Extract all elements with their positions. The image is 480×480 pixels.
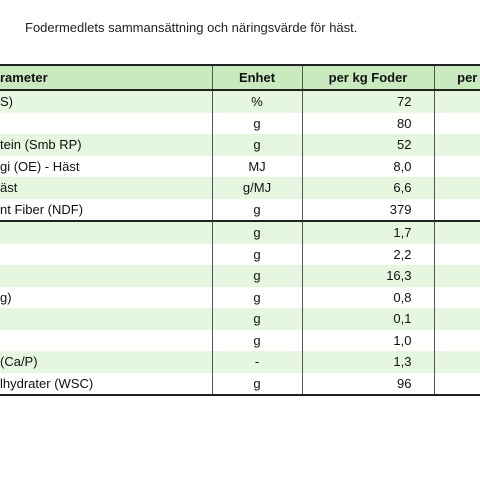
value-per-cell bbox=[434, 221, 480, 244]
unit-cell: - bbox=[212, 351, 302, 373]
table-row bbox=[0, 199, 480, 222]
value-per-cell bbox=[434, 244, 480, 266]
table-header-row bbox=[0, 65, 480, 90]
parameter-cell bbox=[0, 244, 212, 266]
parameter-cell bbox=[0, 330, 212, 352]
value-per-kg-cell: 0,1 bbox=[302, 308, 434, 330]
parameter-cell: g) bbox=[0, 287, 212, 309]
table-row bbox=[0, 308, 480, 330]
parameter-cell: nt Fiber (NDF) bbox=[0, 199, 212, 222]
value-per-cell bbox=[434, 330, 480, 352]
value-per-cell bbox=[434, 308, 480, 330]
unit-cell: g bbox=[212, 265, 302, 287]
unit-cell: g bbox=[212, 199, 302, 222]
parameter-cell bbox=[0, 308, 212, 330]
table-row bbox=[0, 90, 480, 113]
value-per-kg-cell: 1,7 bbox=[302, 221, 434, 244]
unit-cell: g bbox=[212, 244, 302, 266]
unit-cell: g bbox=[212, 221, 302, 244]
value-per-kg-cell: 6,6 bbox=[302, 177, 434, 199]
header-per: per bbox=[434, 65, 480, 90]
value-per-kg-cell: 96 bbox=[302, 373, 434, 396]
value-per-cell bbox=[434, 373, 480, 396]
unit-cell: % bbox=[212, 90, 302, 113]
table-row bbox=[0, 373, 480, 396]
parameter-cell: (Ca/P) bbox=[0, 351, 212, 373]
value-per-kg-cell: 0,8 bbox=[302, 287, 434, 309]
value-per-kg-cell: 52 bbox=[302, 134, 434, 156]
value-per-cell bbox=[434, 265, 480, 287]
value-per-cell bbox=[434, 287, 480, 309]
header-per-kg-feed: per kg Foder bbox=[302, 65, 434, 90]
table-row bbox=[0, 265, 480, 287]
parameter-cell bbox=[0, 265, 212, 287]
value-per-cell bbox=[434, 134, 480, 156]
unit-cell: g bbox=[212, 113, 302, 135]
value-per-kg-cell: 80 bbox=[302, 113, 434, 135]
document-title: Fodermedlets sammansättning och näringsvärde för häst. bbox=[25, 20, 358, 35]
header-unit: Enhet bbox=[212, 65, 302, 90]
value-per-kg-cell: 16,3 bbox=[302, 265, 434, 287]
value-per-cell bbox=[434, 351, 480, 373]
table-row bbox=[0, 330, 480, 352]
parameter-cell: gi (OE) - Häst bbox=[0, 156, 212, 178]
table-row bbox=[0, 221, 480, 244]
parameter-cell: S) bbox=[0, 90, 212, 113]
table-row bbox=[0, 134, 480, 156]
nutrition-table-container bbox=[0, 64, 480, 420]
value-per-kg-cell: 1,0 bbox=[302, 330, 434, 352]
value-per-kg-cell: 72 bbox=[302, 90, 434, 113]
parameter-cell bbox=[0, 113, 212, 135]
parameter-cell: äst bbox=[0, 177, 212, 199]
table-row bbox=[0, 177, 480, 199]
value-per-cell bbox=[434, 177, 480, 199]
value-per-kg-cell: 2,2 bbox=[302, 244, 434, 266]
table-row bbox=[0, 287, 480, 309]
value-per-kg-cell: 1,3 bbox=[302, 351, 434, 373]
value-per-kg-cell: 379 bbox=[302, 199, 434, 222]
parameter-cell: tein (Smb RP) bbox=[0, 134, 212, 156]
value-per-cell bbox=[434, 90, 480, 113]
value-per-cell bbox=[434, 199, 480, 222]
nutrition-table bbox=[0, 64, 480, 396]
table-row bbox=[0, 244, 480, 266]
value-per-kg-cell: 8,0 bbox=[302, 156, 434, 178]
table-body bbox=[0, 90, 480, 395]
unit-cell: g bbox=[212, 287, 302, 309]
parameter-cell: lhydrater (WSC) bbox=[0, 373, 212, 396]
unit-cell: g bbox=[212, 308, 302, 330]
unit-cell: g bbox=[212, 134, 302, 156]
value-per-cell bbox=[434, 113, 480, 135]
table-row bbox=[0, 156, 480, 178]
parameter-cell bbox=[0, 221, 212, 244]
unit-cell: g/MJ bbox=[212, 177, 302, 199]
header-parameter: rameter bbox=[0, 65, 212, 90]
table-row bbox=[0, 351, 480, 373]
unit-cell: g bbox=[212, 373, 302, 396]
value-per-cell bbox=[434, 156, 480, 178]
unit-cell: MJ bbox=[212, 156, 302, 178]
unit-cell: g bbox=[212, 330, 302, 352]
table-row bbox=[0, 113, 480, 135]
